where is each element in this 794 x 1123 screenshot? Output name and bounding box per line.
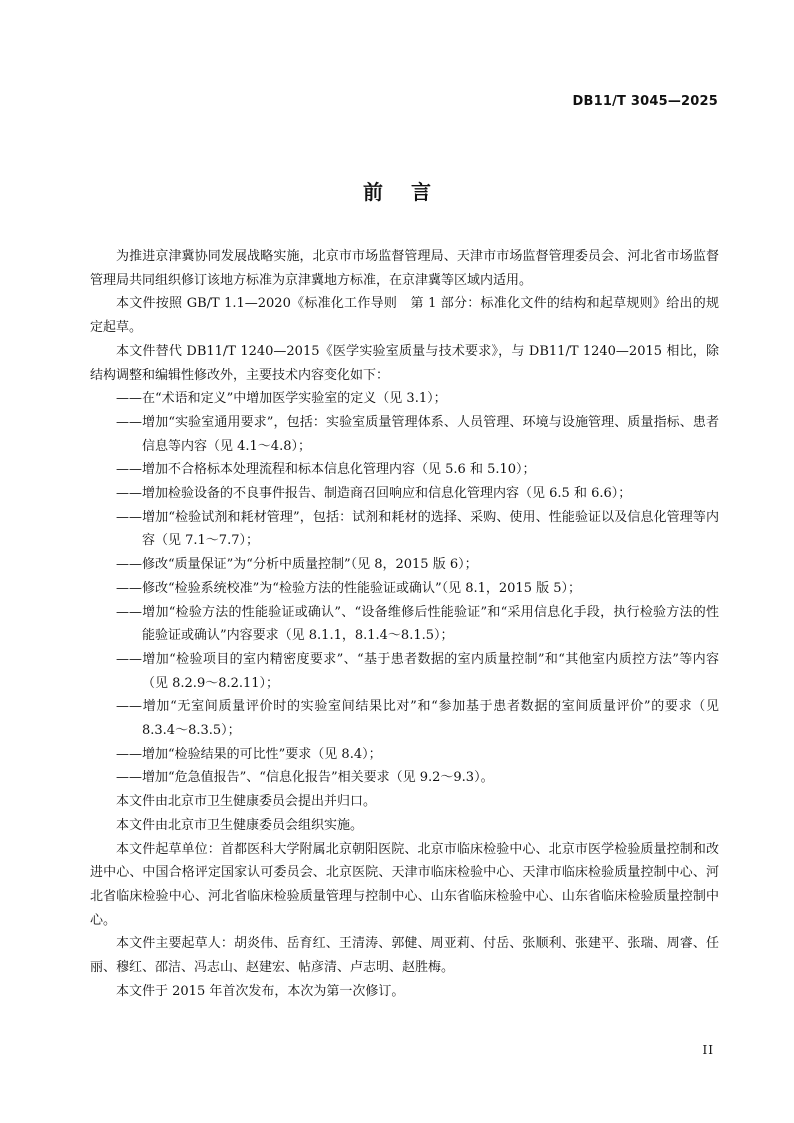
dash-marker: —— [116, 509, 142, 525]
list-item: ——修改“检验系统校准”为“检验方法的性能验证或确认”（见 8.1，2015 版 5）； [90, 577, 719, 601]
dash-marker: —— [116, 699, 142, 715]
drafting-units: 本文件起草单位：首都医科大学附属北京朝阳医院、北京市临床检验中心、北京市医学检验质量控制和改进中心、中国合格评定国家认可委员会、北京医院、天津市临床检验中心、天津市临床检验质量控制中心、河北省临床检验中心、河北省临床检验质量管理与控制中心、山东省临床检验中心、山东省临床检验质量控制中心。 [90, 841, 719, 928]
dash-marker: —— [116, 746, 142, 762]
page-number: II [702, 1043, 714, 1057]
list-item: ——增加不合格标本处理流程和标本信息化管理内容（见 5.6 和 5.10）； [90, 458, 719, 482]
paragraph: 本文件于 2015 年首次发布，本次为第一次修订。 [116, 983, 405, 999]
dash-marker: —— [116, 486, 142, 502]
paragraph: 本文件由北京市卫生健康委员会组织实施。 [116, 817, 364, 833]
drafters: 本文件主要起草人：胡炎伟、岳育红、王清涛、郭健、周亚莉、付岳、张顺利、张建平、张瑞、周睿、任丽、穆红、邵洁、冯志山、赵建宏、帖彦清、卢志明、赵胜梅。 [90, 936, 719, 976]
list-item: ——修改“质量保证”为“分析中质量控制”（见 8，2015 版 6）； [90, 553, 719, 577]
paragraph: 本文件按照 GB/T 1.1—2020《标准化工作导则 第 1 部分：标准化文件的结构和起草规则》给出的规定起草。 [90, 296, 719, 336]
page-title: 前言 [363, 180, 459, 204]
dash-marker: —— [116, 414, 142, 430]
list-item: ——增加“危急值报告”、“信息化报告”相关要求（见 9.2～9.3）。 [90, 766, 719, 790]
paragraph: 本文件由北京市卫生健康委员会提出并归口。 [116, 794, 377, 810]
list-item: ——在“术语和定义”中增加医学实验室的定义（见 3.1）； [90, 387, 719, 411]
paragraph: 本文件替代 DB11/T 1240—2015《医学实验室质量与技术要求》，与 DB11/T 1240—2015 相比，除结构调整和编辑性修改外，主要技术内容变化如下： [90, 343, 719, 383]
dash-marker: —— [116, 557, 142, 573]
dash-marker: —— [116, 770, 142, 786]
list-item: ——增加“检验方法的性能验证或确认”、“设备维修后性能验证”和“采用信息化手段，执行检验方法的性能验证或确认”内容要求（见 8.1.1，8.1.4～8.1.5）； [90, 601, 719, 648]
list-item: ——增加检验设备的不良事件报告、制造商召回响应和信息化管理内容（见 6.5 和 6.6）； [90, 482, 719, 506]
list-item: ——增加“无室间质量评价时的实验室间结果比对”和“参加基于患者数据的室间质量评价”的要求（见 8.3.4～8.3.5）； [90, 695, 719, 742]
list-item: ——增加“实验室通用要求”，包括：实验室质量管理体系、人员管理、环境与设施管理、质量指标、患者信息等内容（见 4.1～4.8）； [90, 411, 719, 458]
list-item: ——增加“检验结果的可比性”要求（见 8.4）； [90, 743, 719, 767]
document-body [90, 245, 719, 1004]
dash-marker: —— [116, 462, 142, 478]
paragraph: 为推进京津冀协同发展战略实施，北京市市场监督管理局、天津市市场监督管理委员会、河北省市场监督管理局共同组织修订该地方标准为京津冀地方标准，在京津冀等区域内适用。 [90, 249, 719, 288]
dash-marker: —— [116, 651, 142, 667]
document-code: DB11/T 3045—2025 [572, 94, 718, 109]
dash-marker: —— [116, 580, 142, 596]
changes-list [90, 387, 719, 790]
list-item: ——增加“检验项目的室内精密度要求”、“基于患者数据的室内质量控制”和“其他室内质控方法”等内容（见 8.2.9～8.2.11）； [90, 648, 719, 695]
list-item: ——增加“检验试剂和耗材管理”，包括：试剂和耗材的选择、采购、使用、性能验证以及信息化管理等内容（见 7.1～7.7）； [90, 506, 719, 553]
dash-marker: —— [116, 391, 142, 407]
dash-marker: —— [116, 604, 142, 620]
